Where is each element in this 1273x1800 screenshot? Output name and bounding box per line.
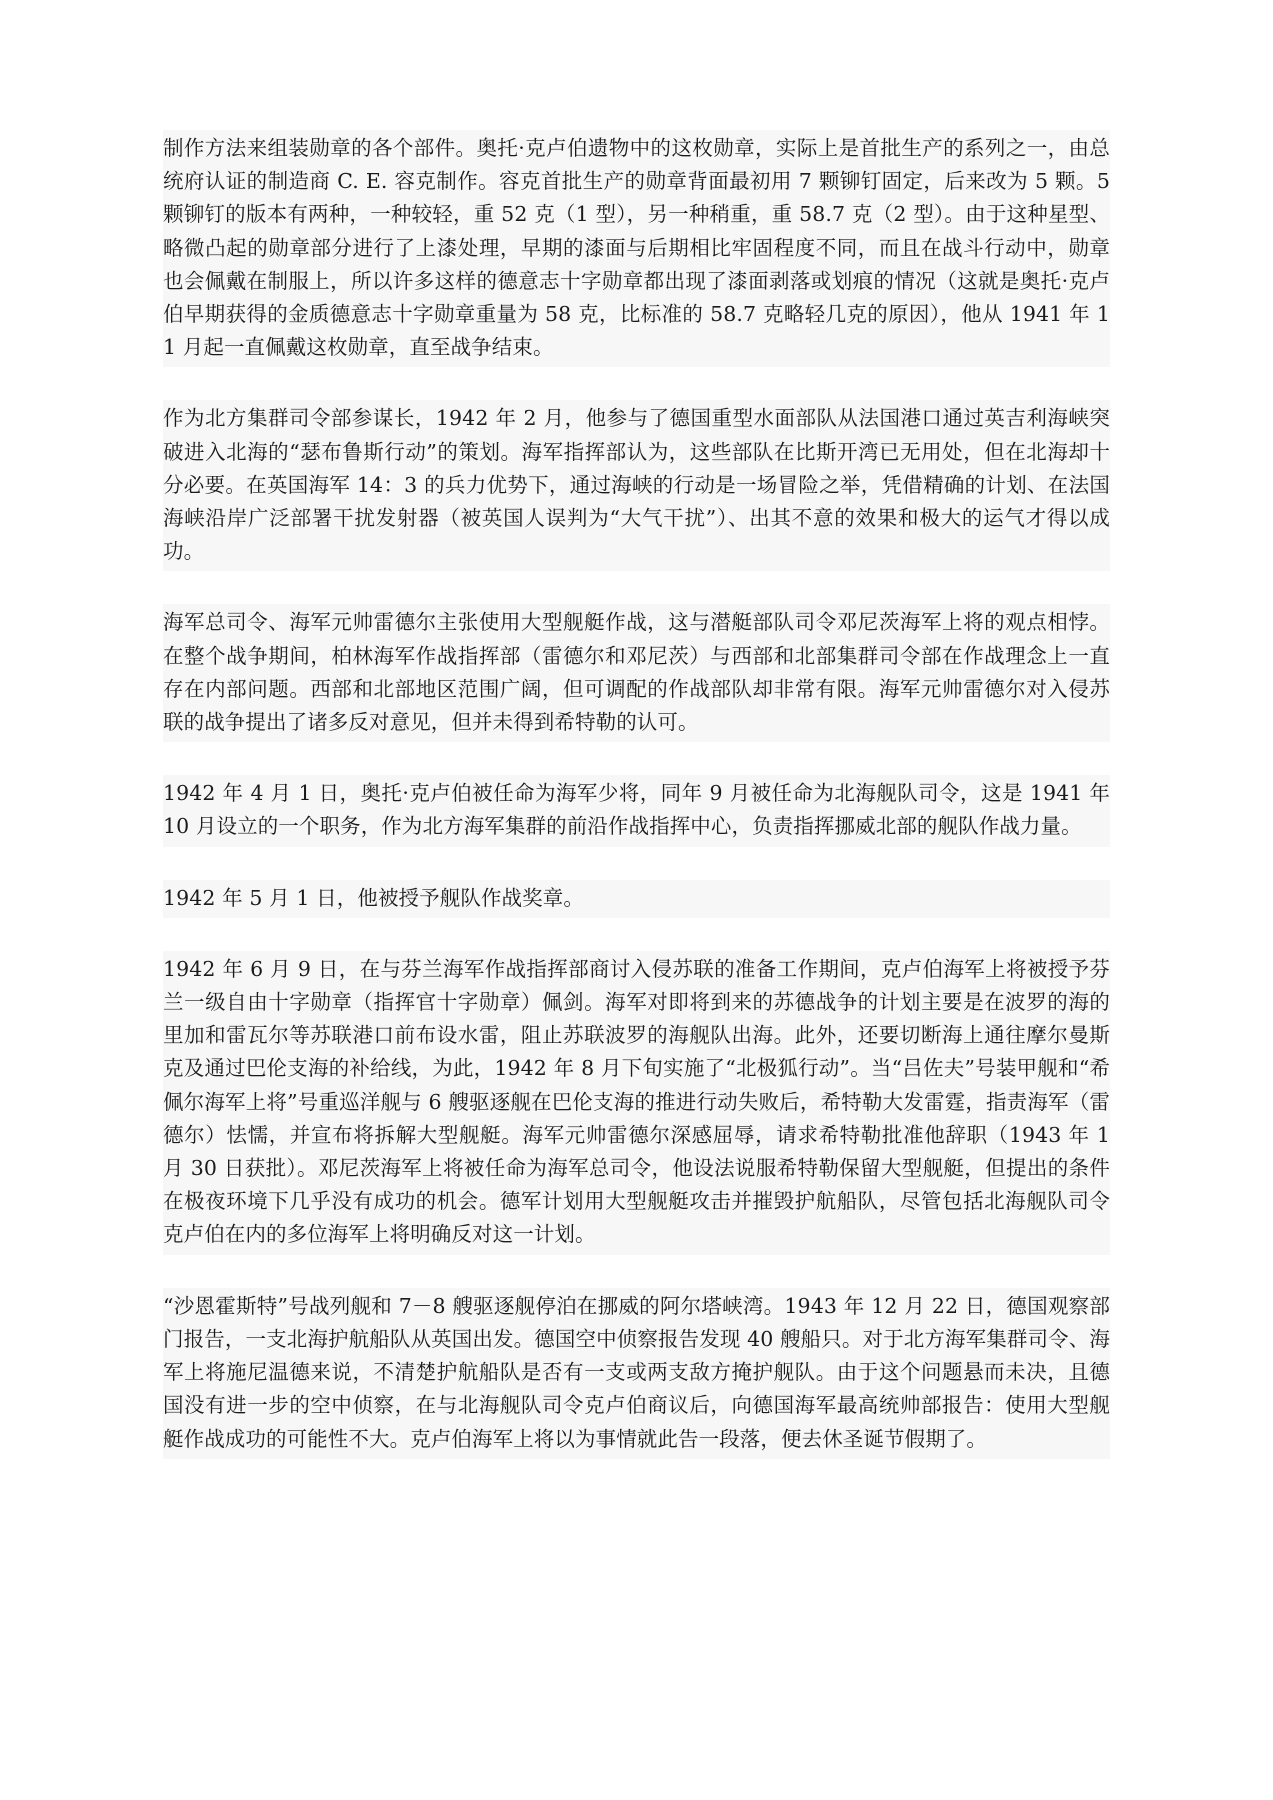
paragraph-7: “沙恩霍斯特”号战列舰和 7－8 艘驱逐舰停泊在挪威的阿尔塔峡湾。1943 年 12 月 22 日，德国观察部门报告，一支北海护航船队从英国出发。德国空中侦察报告发现 40 艘船只。对于北方海军集群司令、海军上将施尼温德来说，不清楚护航船队是否有一支或两支敌方掩护舰队。由于这个问题悬而未决，且德国没有进一步的空中侦察，在与北海舰队司令克卢伯商议后，向德国海军最高统帅部报告：使用大型舰艇作战成功的可能性不大。克卢伯海军上将以为事情就此告一段落，便去休圣诞节假期了。 (163, 1288, 1110, 1459)
paragraph-6: 1942 年 6 月 9 日，在与芬兰海军作战指挥部商讨入侵苏联的准备工作期间，克卢伯海军上将被授予芬兰一级自由十字勋章（指挥官十字勋章）佩剑。海军对即将到来的苏德战争的计划主要是在波罗的海的里加和雷瓦尔等苏联港口前布设水雷，阻止苏联波罗的海舰队出海。此外，还要切断海上通往摩尔曼斯克及通过巴伦支海的补给线，为此，1942 年 8 月下旬实施了“北极狐行动”。当“吕佐夫”号装甲舰和“希佩尔海军上将”号重巡洋舰与 6 艘驱逐舰在巴伦支海的推进行动失败后，希特勒大发雷霆，指责海军（雷德尔）怯懦，并宣布将拆解大型舰艇。海军元帅雷德尔深感屈辱，请求希特勒批准他辞职（1943 年 1 月 30 日获批）。邓尼茨海军上将被任命为海军总司令，他设法说服希特勒保留大型舰艇，但提出的条件在极夜环境下几乎没有成功的机会。德军计划用大型舰艇攻击并摧毁护航船队，尽管包括北海舰队司令克卢伯在内的多位海军上将明确反对这一计划。 (163, 951, 1110, 1255)
paragraph-5: 1942 年 5 月 1 日，他被授予舰队作战奖章。 (163, 880, 1110, 918)
paragraph-1: 制作方法来组装勋章的各个部件。奥托·克卢伯遗物中的这枚勋章，实际上是首批生产的系列之一，由总统府认证的制造商 C. E. 容克制作。容克首批生产的勋章背面最初用 7 颗铆钉固定，后来改为 5 颗。5 颗铆钉的版本有两种，一种较轻，重 52 克（1 型），另一种稍重，重 58.7 克（2 型）。由于这种星型、略微凸起的勋章部分进行了上漆处理，早期的漆面与后期相比牢固程度不同，而且在战斗行动中，勋章也会佩戴在制服上，所以许多这样的德意志十字勋章都出现了漆面剥落或划痕的情况（这就是奥托·克卢伯早期获得的金质德意志十字勋章重量为 58 克，比标准的 58.7 克略轻几克的原因），他从 1941 年 11 月起一直佩戴这枚勋章，直至战争结束。 (163, 130, 1110, 367)
document-text-column (163, 130, 1110, 1459)
paragraph-2: 作为北方集群司令部参谋长，1942 年 2 月，他参与了德国重型水面部队从法国港口通过英吉利海峡突破进入北海的“瑟布鲁斯行动”的策划。海军指挥部认为，这些部队在比斯开湾已无用处，但在北海却十分必要。在英国海军 14：3 的兵力优势下，通过海峡的行动是一场冒险之举，凭借精确的计划、在法国海峡沿岸广泛部署干扰发射器（被英国人误判为“大气干扰”）、出其不意的效果和极大的运气才得以成功。 (163, 400, 1110, 571)
paragraph-4: 1942 年 4 月 1 日，奥托·克卢伯被任命为海军少将，同年 9 月被任命为北海舰队司令，这是 1941 年 10 月设立的一个职务，作为北方海军集群的前沿作战指挥中心，负责指挥挪威北部的舰队作战力量。 (163, 775, 1110, 846)
paragraph-3: 海军总司令、海军元帅雷德尔主张使用大型舰艇作战，这与潜艇部队司令邓尼茨海军上将的观点相悖。在整个战争期间，柏林海军作战指挥部（雷德尔和邓尼茨）与西部和北部集群司令部在作战理念上一直存在内部问题。西部和北部地区范围广阔，但可调配的作战部队却非常有限。海军元帅雷德尔对入侵苏联的战争提出了诸多反对意见，但并未得到希特勒的认可。 (163, 604, 1110, 742)
